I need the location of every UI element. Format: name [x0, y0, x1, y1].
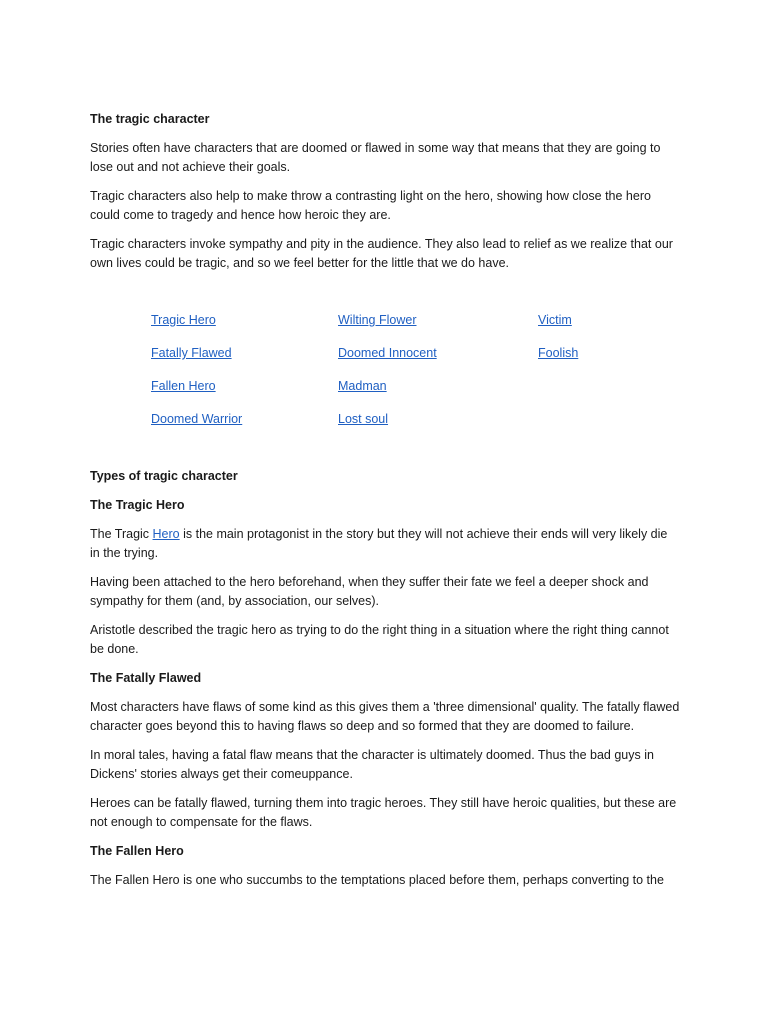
section-heading-types: Types of tragic character: [90, 469, 238, 483]
section-heading-tragic-hero: The Tragic Hero: [90, 498, 185, 512]
link-wilting-flower[interactable]: Wilting Flower: [338, 313, 417, 327]
link-column-1: [151, 311, 242, 443]
page-title: The tragic character: [90, 112, 210, 126]
link-column-2: [338, 311, 437, 443]
link-doomed-innocent[interactable]: Doomed Innocent: [338, 346, 437, 360]
document-page: [90, 110, 680, 900]
link-tragic-hero[interactable]: Tragic Hero: [151, 313, 216, 327]
link-foolish[interactable]: Foolish: [538, 346, 579, 360]
fatally-flawed-paragraph-1: Most characters have flaws of some kind as this gives them a 'three dimensional' quality. The fatally flawed character goes beyond this to having flaws so deep and so formed that they are doomed to failure.: [90, 700, 680, 733]
intro-paragraph-1: Stories often have characters that are doomed or flawed in some way that means that they are going to lose out and not achieve their goals.: [90, 141, 661, 174]
link-victim[interactable]: Victim: [538, 313, 572, 327]
character-type-links: [90, 311, 680, 451]
section-heading-fatally-flawed: The Fatally Flawed: [90, 671, 202, 685]
link-fallen-hero[interactable]: Fallen Hero: [151, 379, 216, 393]
tragic-hero-paragraph-3: Aristotle described the tragic hero as trying to do the right thing in a situation where the right thing cannot be done.: [90, 623, 669, 656]
fatally-flawed-paragraph-3: Heroes can be fatally flawed, turning them into tragic heroes. They still have heroic qualities, but these are not enough to compensate for the flaws.: [90, 796, 677, 829]
link-lost-soul[interactable]: Lost soul: [338, 412, 389, 426]
section-heading-fallen-hero: The Fallen Hero: [90, 844, 184, 858]
link-column-3: [538, 311, 578, 377]
link-doomed-warrior[interactable]: Doomed Warrior: [151, 412, 243, 426]
tragic-hero-p1-after: is the main protagonist in the story but they will not achieve their ends will very likely die in the trying.: [90, 527, 668, 560]
tragic-hero-paragraph-1: [90, 525, 680, 563]
fatally-flawed-paragraph-2: In moral tales, having a fatal flaw means that the character is ultimately doomed. Thus the bad guys in Dickens' stories always get their comeuppance.: [90, 748, 654, 781]
intro-paragraph-2: Tragic characters also help to make throw a contrasting light on the hero, showing how close the hero could come to tragedy and hence how heroic they are.: [90, 189, 651, 222]
link-madman[interactable]: Madman: [338, 379, 387, 393]
fallen-hero-paragraph-1: The Fallen Hero is one who succumbs to the temptations placed before them, perhaps converting to the: [90, 873, 664, 887]
link-fatally-flawed[interactable]: Fatally Flawed: [151, 346, 232, 360]
tragic-hero-paragraph-2: Having been attached to the hero beforehand, when they suffer their fate we feel a deeper shock and sympathy for them (and, by association, our selves).: [90, 575, 649, 608]
tragic-hero-p1-before: The Tragic: [90, 527, 153, 541]
hero-inline-link[interactable]: Hero: [152, 527, 180, 541]
intro-paragraph-3: Tragic characters invoke sympathy and pity in the audience. They also lead to relief as we realize that our own lives could be tragic, and so we feel better for the little that we do have.: [90, 237, 673, 270]
